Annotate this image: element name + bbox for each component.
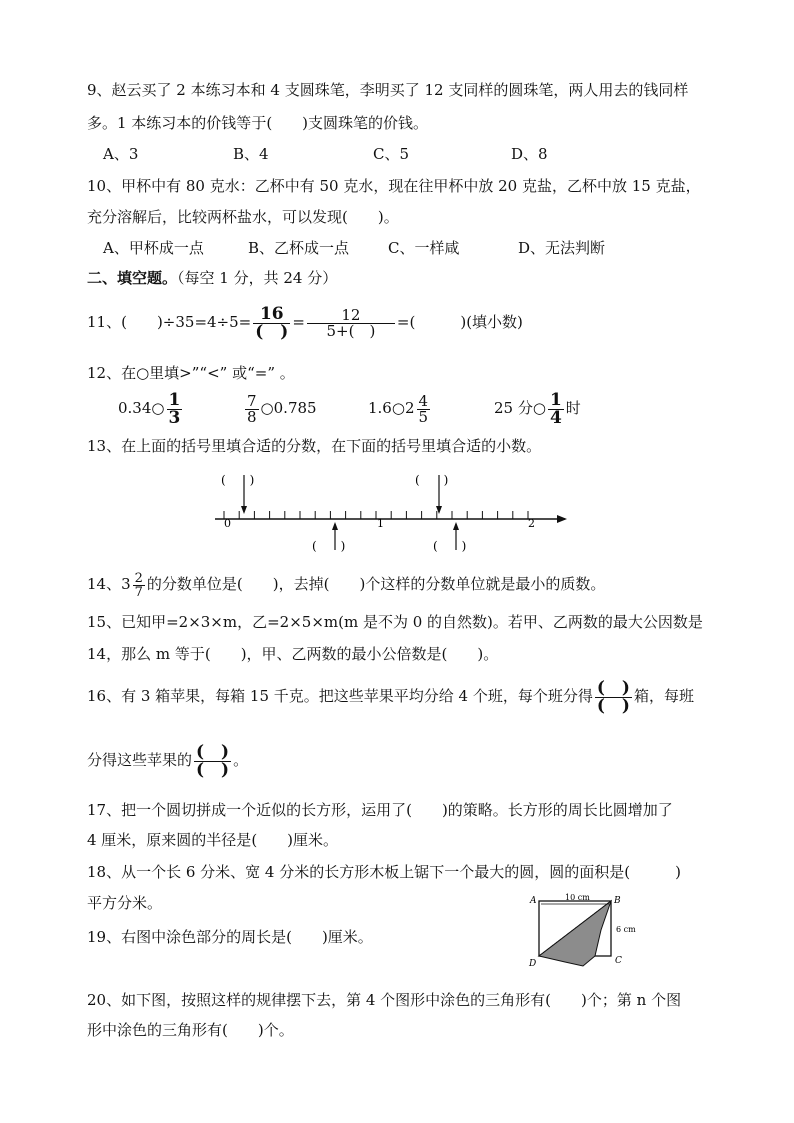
q11-f1-denominator: ( ) [255,321,289,342]
label-C: C [615,956,622,966]
q9-line2: 多。1 本练习本的价钱等于( )支圆珠笔的价钱。 [87,114,429,132]
q16-line2 [87,738,248,782]
q9-option-b: B、4 [233,145,269,163]
q16-line2-pre: 分得这些苹果的 [87,751,193,769]
q11-f1-numerator: 16 [253,306,290,324]
q9-option-a: A、3 [103,145,139,163]
q10-option-a: A、甲杯成一点 [103,239,204,257]
down-arrow-1-head [241,506,247,514]
q11-f2-numerator: 12 [307,308,395,324]
up-arrow-2-head [453,522,459,530]
q10-option-c: C、一样咸 [388,239,460,257]
q18-line2: 平方分米。 [87,894,163,912]
q10-option-d: D、无法判断 [518,239,606,257]
tick-label-1: 1 [377,517,384,530]
q16-f1-den: ( ) [596,695,630,716]
top-paren-1: ( ) [221,473,255,487]
tick-label-2: 2 [528,517,535,530]
q9-option-c: C、5 [373,145,410,163]
q12-i4-num: 1 [549,389,562,410]
q14-post: 的分数单位是( )，去掉( )个这样的分数单位就是最小的质数。 [146,575,606,593]
q16-f2-num: ( ) [196,741,230,762]
bottom-paren-1: ( ) [312,539,346,553]
q10-option-b: B、乙杯成一点 [248,239,350,257]
q12-i2-den: 8 [247,407,257,426]
label-6cm: 6 cm [616,925,636,934]
q17-line1: 17、把一个圆切拼成一个近似的长方形，运用了( )的策略。长方形的周长比圆增加了 [87,801,673,819]
q16-f2-den: ( ) [196,759,230,780]
top-paren-2: ( ) [415,473,449,487]
q12-i4-post: 时 [565,399,581,417]
q10-line2: 充分溶解后，比较两杯盐水，可以发现( )。 [87,208,399,226]
q12-i1-num: 1 [168,389,181,410]
q12-i3-den: 5 [418,407,429,426]
q12-i3-fraction [417,391,431,426]
q11-fraction-2 [307,305,395,340]
q12-item-3 [368,388,432,428]
q19-line: 19、右图中涂色部分的周长是( )厘米。 [87,928,373,946]
q11-fraction-1 [253,303,290,342]
q15-line1: 15、已知甲=2×3×m，乙=2×5×m(m 是不为 0 的自然数)。若甲、乙两数的最大公因数是 [87,613,703,631]
q11-prefix: 11、( )÷35=4÷5= [87,313,252,331]
number-line-figure [205,470,575,555]
q11 [87,302,523,342]
q20-line1: 20、如下图，按照这样的规律摆下去，第 4 个图形中涂色的三角形有( )个；第 n 个图 [87,991,682,1009]
q11-eq: = [292,313,305,331]
q12-i2-num: 7 [247,391,257,410]
q10-line1: 10、甲杯中有 80 克水：乙杯中有 50 克水，现在往甲杯中放 20 克盐，乙杯中放 15 克盐， [87,177,701,195]
q16-pre: 16、有 3 箱苹果，每箱 15 千克。把这些苹果平均分给 4 个班，每个班分得 [87,687,593,705]
bottom-paren-2: ( ) [433,539,467,553]
q12-line: 12、在○里填>”“<” 或“=” 。 [87,364,295,382]
q14-num: 2 [134,570,143,586]
q14-den: 7 [134,584,143,600]
q16-fraction-2 [194,741,231,780]
q16-fraction-1 [595,677,632,716]
q12-item-4 [494,388,581,428]
section-note: （每空 1 分，共 24 分） [177,269,338,287]
up-arrow-1-head [332,522,338,530]
q13-line: 13、在上面的括号里填合适的分数，在下面的括号里填合适的小数。 [87,437,542,455]
q11-suffix: =( )(填小数) [396,313,523,331]
q12-i1-fraction [167,389,183,428]
q18-line1: 18、从一个长 6 分米、宽 4 分米的长方形木板上锯下一个最大的圆，圆的面积是( ) [87,863,681,881]
q14-pre: 14、3 [87,575,131,593]
label-D: D [529,959,537,969]
q9-option-d: D、8 [511,145,548,163]
label-10cm: 10 cm [565,893,590,902]
q12-i2-fraction [245,391,259,426]
q20-line2: 形中涂色的三角形有( )个。 [87,1021,294,1039]
q9-line1: 9、赵云买了 2 本练习本和 4 支圆珠笔，李明买了 12 支同样的圆珠笔，两人用去的钱同样 [87,81,689,99]
q11-f2-denominator: 5+( ) [326,321,376,340]
q17-line2: 4 厘米，原来圆的半径是( )厘米。 [87,831,339,849]
q12-i4-fraction [548,389,564,428]
number-line-arrowhead [557,515,567,523]
q16-f1-num: ( ) [596,677,630,698]
q12-i4-pre: 25 分○ [494,399,546,417]
label-B: B [614,896,621,906]
geometry-figure [525,890,645,970]
q12-i3-pre: 1.6○2 [368,399,415,417]
q14-fraction [133,572,145,599]
q14 [87,565,605,603]
q12-i4-den: 4 [549,407,562,428]
label-A: A [530,896,537,906]
q12-i1-den: 3 [168,407,181,428]
q12-i2-post: ○0.785 [260,399,317,417]
q12-i3-num: 4 [418,391,429,410]
section-title: 二、填空题。 [87,269,178,287]
q16-mid: 箱，每班 [633,687,694,705]
number-line-ticks [224,511,528,519]
section-header [87,268,337,288]
q12-i1-pre: 0.34○ [118,399,165,417]
tick-label-0: 0 [224,517,231,530]
q16-line1 [87,674,694,718]
q12-item-2 [243,388,317,428]
q12-item-1 [118,388,184,428]
q16-line2-post: 。 [233,751,249,769]
q15-line2: 14，那么 m 等于( )，甲、乙两数的最小公倍数是( )。 [87,645,499,663]
